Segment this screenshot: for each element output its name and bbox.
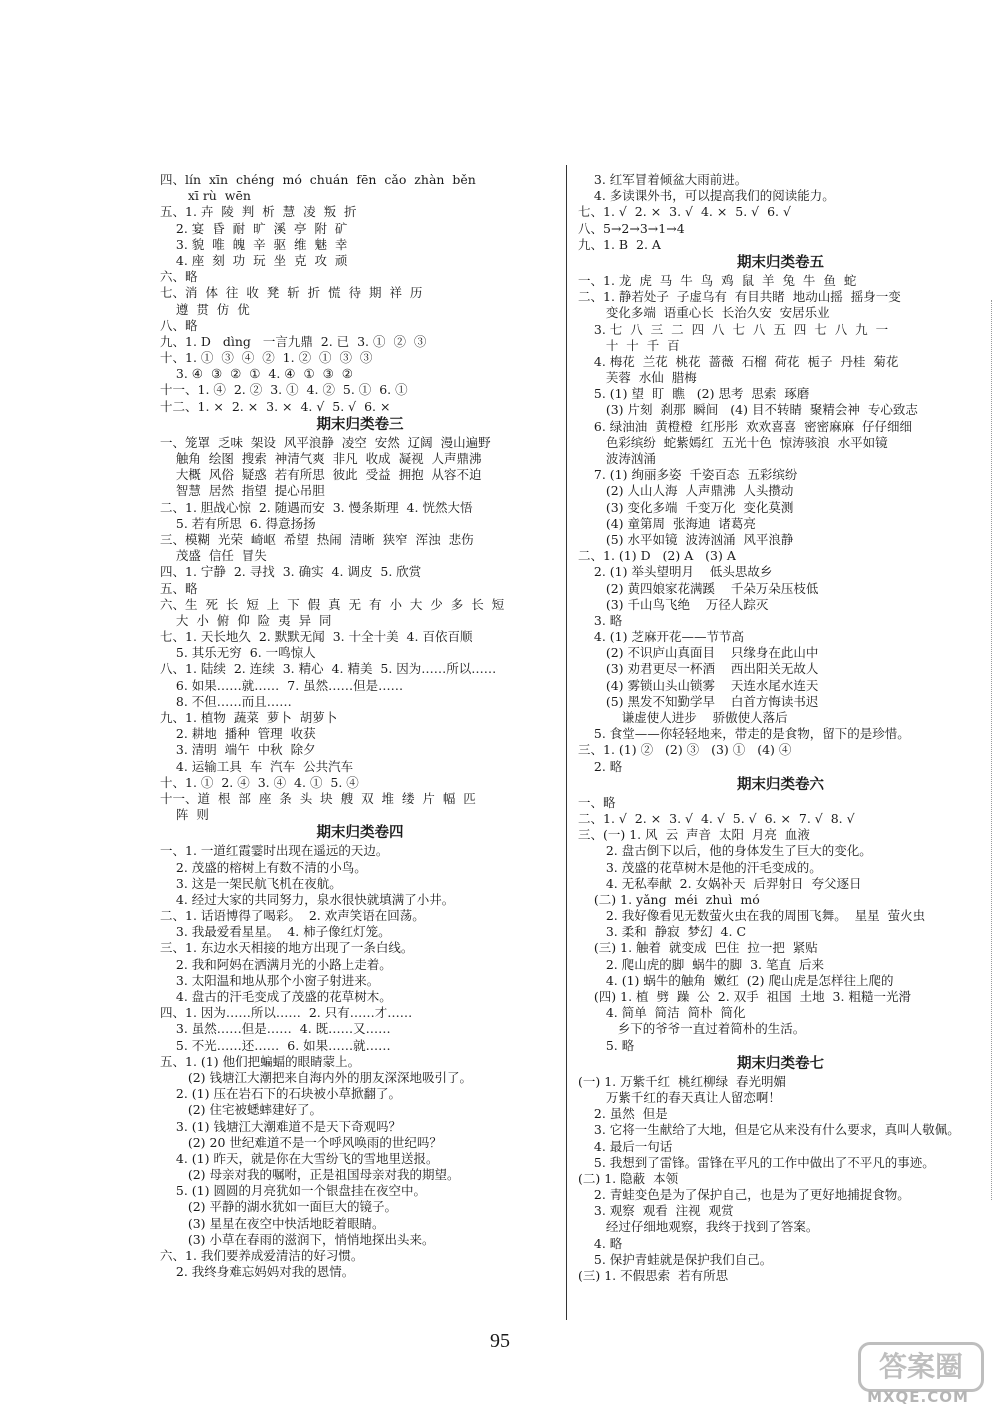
answer-line: (三) 1. 不假思索 若有所思 xyxy=(578,1268,729,1283)
answer-line: 5. (1) 圆圆的月亮犹如一个银盘挂在夜空中。 xyxy=(160,1183,426,1199)
watermark xyxy=(848,1340,988,1418)
answer-line: 四、lín xīn chéng mó chuán fēn cǎo zhàn běn xyxy=(160,172,476,187)
answer-line: 5. 保护青蛙就是保护我们自己。 xyxy=(578,1251,773,1267)
answer-line: 八、1. 陆续 2. 连续 3. 精心 4. 精美 5. 因为……所以…… xyxy=(160,661,497,677)
answer-line: 二、1. √ 2. × 3. √ 4. √ 5. √ 6. × 7. √ 8. √ xyxy=(578,810,855,826)
answer-line: (二) 1. 隐蔽 本领 xyxy=(578,1170,679,1186)
section-heading: 期末归类卷三 xyxy=(316,416,404,433)
answer-line: 茂盛 信任 冒失 xyxy=(160,548,267,564)
answer-line: 一、1. 一道红霞霎时出现在遥远的天边。 xyxy=(160,843,389,859)
right-column xyxy=(578,172,983,1284)
answer-line: 4. 梅花 兰花 桃花 蔷薇 石榴 荷花 栀子 丹桂 菊花 xyxy=(578,353,899,369)
answer-line: (三) 1. 触着 就变成 巴住 拉一把 紧贴 xyxy=(578,940,818,956)
left-column xyxy=(160,172,560,1280)
answer-line: 4. 多读课外书，可以提高我们的阅读能力。 xyxy=(578,188,835,204)
answer-line: (2) 住宅被蟋蟀建好了。 xyxy=(160,1102,322,1118)
answer-line: 大概 风俗 疑惑 若有所思 彼此 受益 拥抱 从容不迫 xyxy=(160,467,482,483)
answer-line: 3. 貌 唯 魄 辛 驱 维 魅 幸 xyxy=(160,236,348,252)
answer-line: 七、1. 天长地久 2. 默默无闻 3. 十全十美 4. 百依百顺 xyxy=(160,629,473,645)
answer-line: 一、笼罩 乏味 架设 风平浪静 凌空 安然 辽阔 漫山遍野 xyxy=(160,434,491,450)
answer-line: 6. 如果……就…… 7. 虽然……但是…… xyxy=(160,677,404,693)
answer-line: (3) 劝君更尽一杯酒 西出阳关无故人 xyxy=(578,661,819,677)
answer-line: 3. 红军冒着倾盆大雨前进。 xyxy=(578,172,748,187)
column-divider xyxy=(566,165,567,1320)
answer-line: 4. 最后一句话 xyxy=(578,1138,673,1154)
answer-line: 5. 其乐无穷 6. 一鸣惊人 xyxy=(160,645,316,661)
answer-line: 4. (1) 蜗牛的触角 嫩红 (2) 爬山虎是怎样往上爬的 xyxy=(578,972,894,988)
section-heading: 期末归类卷四 xyxy=(316,825,404,842)
answer-line: (一) 1. 万紫千红 桃红柳绿 春光明媚 xyxy=(578,1073,787,1089)
answer-line: 7. (1) 绚丽多姿 千姿百态 五彩缤纷 xyxy=(578,467,798,483)
watermark-logo: 答案圈 xyxy=(858,1342,984,1392)
answer-line: (2) 母亲对我的嘱咐，正是祖国母亲对我的期望。 xyxy=(160,1167,460,1183)
answer-line: 五、1. (1) 他们把蝙蝠的眼睛蒙上。 xyxy=(160,1053,361,1069)
answer-line: 十二、1. × 2. × 3. × 4. √ 5. √ 6. × xyxy=(160,398,391,414)
answer-line: (2) 不识庐山真面目 只缘身在此山中 xyxy=(578,645,819,661)
answer-line: (二) 1. yǎng méi zhuì mó xyxy=(578,891,760,907)
answer-line: (5) 黑发不知勤学早 白首方悔读书迟 xyxy=(578,693,819,709)
answer-line: 色彩缤纷 蛇紫嫣红 五光十色 惊涛骇浪 水平如镜 xyxy=(578,434,888,450)
answer-line: 经过仔细地观察，我终于找到了答案。 xyxy=(578,1219,819,1235)
answer-line: 3. 虽然……但是…… 4. 既……又…… xyxy=(160,1021,391,1037)
answer-line: 九、1. 植物 蔬菜 萝卜 胡萝卜 xyxy=(160,710,338,725)
answer-line: 三、(一) 1. 风 云 声音 太阳 月亮 血液 xyxy=(578,827,810,843)
answer-line: 3. 它将一生献给了大地，但是它从来没有什么要求，真叫人敬佩。 xyxy=(578,1122,960,1138)
answer-line: 四、1. 因为……所以…… 2. 只有……才…… xyxy=(160,1005,413,1021)
answer-line: xī rù wēn xyxy=(160,188,251,204)
answer-line: 3. 观察 观看 注视 观赏 xyxy=(578,1203,734,1219)
answer-line: 2. 我和阿妈在洒满月光的小路上走着。 xyxy=(160,956,392,972)
answer-line: 5. 略 xyxy=(578,1037,635,1053)
answer-line: 4. 无私奉献 2. 女娲补天 后羿射日 夸父逐日 xyxy=(578,875,862,891)
answer-line: 芙蓉 水仙 腊梅 xyxy=(578,370,697,386)
answer-line: 二、1. 静若处子 子虚乌有 有目共睹 地动山摇 摇身一变 xyxy=(578,289,901,305)
answer-line: 四、1. 宁静 2. 寻找 3. 确实 4. 调皮 5. 欣赏 xyxy=(160,564,422,580)
answer-line: (4) 童第周 张海迪 诸葛亮 xyxy=(578,515,756,531)
answer-line: 2. 青蛙变色是为了保护自己，也是为了更好地捕捉食物。 xyxy=(578,1187,910,1203)
answer-line: 十一、1. ④ 2. ② 3. ① 4. ② 5. ① 6. ① xyxy=(160,382,408,398)
answer-line: 5. 食堂——你轻轻地来，带走的是食物，留下的是珍惜。 xyxy=(578,726,910,742)
answer-line: 2. 盘古倒下以后，他的身体发生了巨大的变化。 xyxy=(578,843,872,859)
answer-line: (2) 人山人海 人声鼎沸 人头攒动 xyxy=(578,483,794,499)
answer-line: 二、1. (1) D (2) A (3) A xyxy=(578,548,736,564)
answer-line: 8. 不但……而且…… xyxy=(160,693,292,709)
answer-line: 谦虚使人进步 骄傲使人落后 xyxy=(578,710,788,725)
answer-line: 2. 我好像看见无数萤火虫在我的周围飞舞。 星星 萤火虫 xyxy=(578,908,926,924)
answer-line: 3. ④ ③ ② ① 4. ④ ① ③ ② xyxy=(160,366,353,382)
answer-line: 3. 七 八 三 二 四 八 七 八 五 四 七 八 九 一 xyxy=(578,321,889,337)
answer-line: 三、模糊 光荣 崎岖 希望 热闹 清晰 狭窄 浑浊 悲伤 xyxy=(160,531,474,547)
answer-line: 万紫千红的春天真让人留恋啊！ xyxy=(578,1089,781,1105)
answer-line: 3. 清明 端午 中秋 除夕 xyxy=(160,742,316,758)
answer-line: 六、生 死 长 短 上 下 假 真 无 有 小 大 少 多 长 短 xyxy=(160,596,505,612)
answer-line: (2) 钱塘江大潮把来自海内外的朋友深深地吸引了。 xyxy=(160,1069,472,1085)
answer-line: 4. 运输工具 车 汽车 公共汽车 xyxy=(160,758,354,774)
answer-line: 二、1. 话语博得了喝彩。 2. 欢声笑语在回荡。 xyxy=(160,908,425,924)
answer-line: 2. 耕地 播种 管理 收获 xyxy=(160,726,316,742)
page-number: 95 xyxy=(490,1330,510,1352)
answer-line: 2. 略 xyxy=(578,758,623,774)
answer-line: (2) 黄四娘家花满蹊 千朵万朵压枝低 xyxy=(578,580,819,596)
answer-line: 2. 宴 昏 耐 旷 溪 亭 附 矿 xyxy=(160,220,348,236)
answer-line: 3. 茂盛的花草树木是他的汗毛变成的。 xyxy=(578,859,822,875)
answer-line: 2. 虽然 但是 xyxy=(578,1106,668,1122)
answer-line: 一、略 xyxy=(578,794,616,810)
answer-line: (3) 千山鸟飞绝 万径人踪灭 xyxy=(578,596,769,612)
answer-line: 5. 不光……还…… 6. 如果……就…… xyxy=(160,1037,391,1053)
answer-line: 2. 茂盛的榕树上有数不清的小鸟。 xyxy=(160,859,367,875)
watermark-url: MXQE.COM xyxy=(867,1388,969,1406)
answer-line: (5) 水平如镜 波涛汹涌 风平浪静 xyxy=(578,531,794,547)
answer-line: 一、1. 龙 虎 马 牛 鸟 鸡 鼠 羊 兔 牛 鱼 蛇 xyxy=(578,272,857,288)
answer-line: 大 小 俯 仰 险 夷 异 同 xyxy=(160,612,332,628)
answer-line: (四) 1. 植 劈 躁 公 2. 双手 祖国 土地 3. 粗糙一光滑 xyxy=(578,989,911,1004)
section-heading: 期末归类卷五 xyxy=(737,254,824,271)
answer-line: 五、略 xyxy=(160,580,198,596)
answer-line: 二、1. 胆战心惊 2. 随遇而安 3. 慢条斯理 4. 恍然大悟 xyxy=(160,499,473,515)
answer-line: 2. (1) 压在岩石下的石块被小草掀翻了。 xyxy=(160,1086,401,1102)
answer-line: 2. 爬山虎的脚 蜗牛的脚 3. 笔直 后来 xyxy=(578,956,824,972)
answer-line: 八、略 xyxy=(160,317,198,333)
answer-line: 3. (1) 钱塘江大潮难道不是天下奇观吗？ xyxy=(160,1118,401,1134)
answer-line: 4. 简单 简洁 简朴 简化 xyxy=(578,1005,746,1021)
answer-line: 七、消 体 往 收 凳 斩 折 慌 待 期 祥 历 xyxy=(160,285,423,301)
answer-line: 变化多端 语重心长 长治久安 安居乐业 xyxy=(578,305,830,321)
answer-line: (3) 片刻 刹那 瞬间 (4) 目不转睛 聚精会神 专心致志 xyxy=(578,402,918,418)
answer-line: 3. 柔和 静寂 梦幻 4. C xyxy=(578,924,747,940)
answer-line: (3) 小草在春雨的滋润下，悄悄地探出头来。 xyxy=(160,1231,435,1247)
answer-line: 阵 则 xyxy=(160,807,209,823)
answer-line: 三、1. 东边水天相接的地方出现了一条白线。 xyxy=(160,940,414,956)
page-edge-mark xyxy=(991,300,1000,1200)
answer-line: 3. 太阳温和地从那个小窗子射进来。 xyxy=(160,972,380,988)
answer-line: 八、5→2→3→1→4 xyxy=(578,220,685,236)
answer-line: 波涛汹涌 xyxy=(578,451,656,466)
answer-line: (2) 平静的湖水犹如一面巨大的镜子。 xyxy=(160,1199,397,1215)
answer-line: 4. (1) 昨天，就是你在大雪纷飞的雪地里送报。 xyxy=(160,1150,439,1166)
section-heading: 期末归类卷七 xyxy=(737,1055,824,1072)
answer-line: 十、1. ① ③ ④ ② 1. ② ① ③ ③ xyxy=(160,350,373,366)
answer-line: 5. (1) 望 盯 瞧 (2) 思考 思索 琢磨 xyxy=(578,386,810,402)
answer-line: 七、1. √ 2. × 3. √ 4. × 5. √ 6. √ xyxy=(578,204,791,220)
answer-line: 三、1. (1) ② (2) ③ (3) ① (4) ④ xyxy=(578,742,792,758)
answer-line: 5. 若有所思 6. 得意扬扬 xyxy=(160,515,316,531)
answer-line: (3) 变化多端 千变万化 变化莫测 xyxy=(578,499,794,515)
answer-line: 4. 盘古的汗毛变成了茂盛的花草树木。 xyxy=(160,989,392,1004)
answer-line: (3) 星星在夜空中快活地眨着眼睛。 xyxy=(160,1215,385,1231)
answer-line: 4. 略 xyxy=(578,1235,623,1251)
answer-line: 九、1. B 2. A xyxy=(578,236,661,252)
answer-line: 触角 绘图 搜索 神清气爽 非凡 收成 凝视 人声鼎沸 xyxy=(160,451,482,466)
answer-line: (2) 20 世纪难道不是一个呼风唤雨的世纪吗？ xyxy=(160,1134,442,1150)
answer-line: 九、1. D dìng 一言九鼎 2. 已 3. ① ② ③ xyxy=(160,333,427,349)
answer-line: 2. 我终身难忘妈妈对我的恩情。 xyxy=(160,1264,355,1280)
answer-line: 3. 略 xyxy=(578,612,623,628)
answer-line: 智慧 居然 指望 提心吊胆 xyxy=(160,483,325,499)
answer-line: 六、1. 我们要养成爱清洁的好习惯。 xyxy=(160,1248,364,1263)
answer-line: 乡下的爷爷一直过着简朴的生活。 xyxy=(578,1021,806,1037)
answer-line: 十一、道 根 部 座 条 头 块 艘 双 堆 缕 片 幅 匹 xyxy=(160,790,476,806)
answer-line: 十、1. ① 2. ④ 3. ④ 4. ① 5. ④ xyxy=(160,774,359,790)
answer-line: 十 十 千 百 xyxy=(578,337,680,353)
answer-line: 遵 贯 仿 优 xyxy=(160,301,250,317)
answer-line: 4. 经过大家的共同努力，泉水很快就填满了小井。 xyxy=(160,891,455,907)
answer-line: 3. 这是一架民航飞机在夜航。 xyxy=(160,875,342,891)
answer-line: 4. (1) 芝麻开花——节节高 xyxy=(578,629,744,645)
answer-line: (4) 雾锁山头山锁雾 天连水尾水连天 xyxy=(578,677,819,693)
answer-line: 5. 我想到了雷锋。雷锋在平凡的工作中做出了不平凡的事迹。 xyxy=(578,1154,935,1170)
answer-line: 六、略 xyxy=(160,269,198,285)
answer-line: 4. 座 刻 功 玩 坐 克 攻 顽 xyxy=(160,252,348,268)
answer-line: 3. 我最爱看星星。 4. 柿子像红灯笼。 xyxy=(160,924,391,940)
answer-line: 五、1. 卉 陵 判 析 慧 凌 叛 折 xyxy=(160,204,357,220)
answer-line: 6. 绿油油 黄橙橙 红彤彤 欢欢喜喜 密密麻麻 仔仔细细 xyxy=(578,418,913,434)
section-heading: 期末归类卷六 xyxy=(737,776,824,793)
answer-line: 2. (1) 举头望明月 低头思故乡 xyxy=(578,564,773,580)
